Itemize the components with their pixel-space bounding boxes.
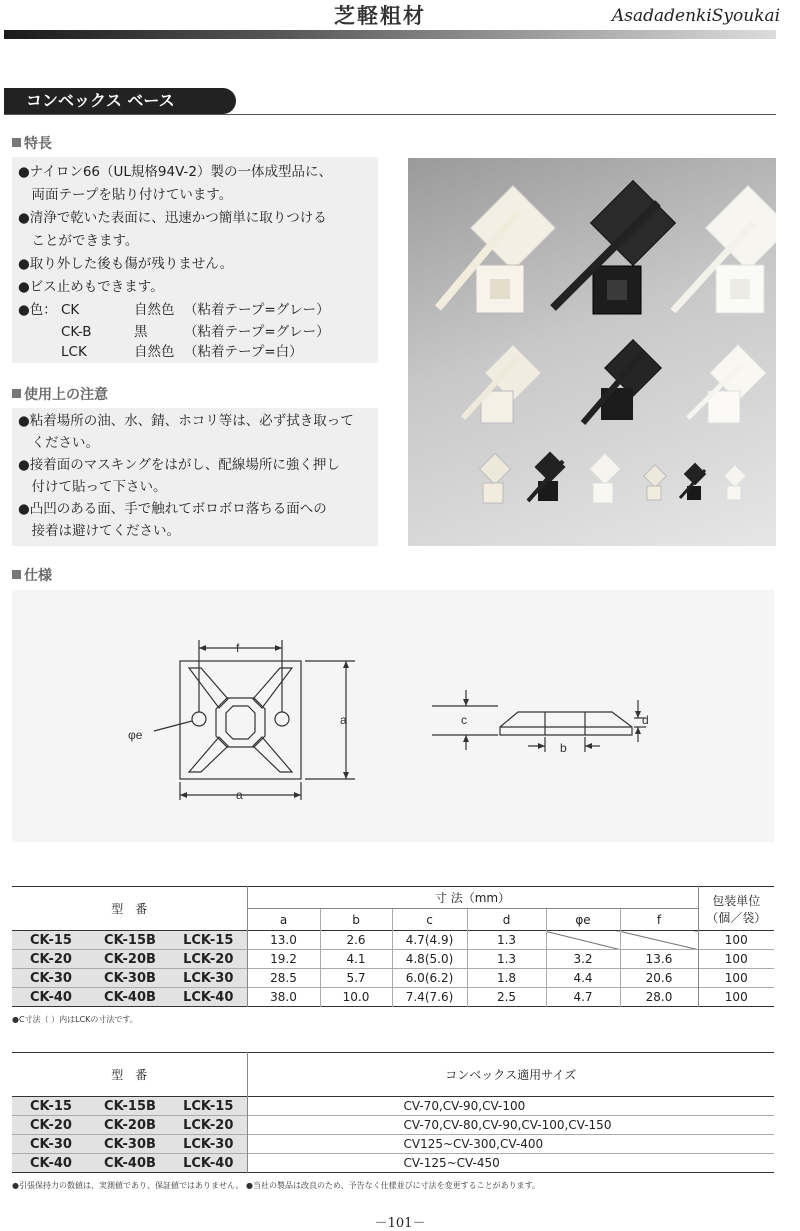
cell-f: 28.0 bbox=[620, 988, 698, 1007]
cell-c: 7.4(7.6) bbox=[392, 988, 467, 1007]
col-c: c bbox=[392, 909, 467, 931]
cell-sizes: CV-125~CV-450 bbox=[403, 1156, 500, 1170]
size-note: ●引張保持力の数値は、実測値であり、保証値ではありません。 ●当社の製品は改良のため、予告なく仕様並びに寸法を変更することがあります。 bbox=[12, 1181, 541, 1190]
color-name: 黒 bbox=[134, 324, 148, 340]
label-a-bottom: a bbox=[236, 788, 243, 802]
model-ck: CK-40 bbox=[12, 988, 90, 1007]
features-heading-text: 特長 bbox=[24, 136, 52, 152]
model-ckb: CK-20B bbox=[90, 950, 170, 969]
cell-c: 4.7(4.9) bbox=[392, 931, 467, 950]
color-note: （粘着テープ=白） bbox=[184, 344, 303, 360]
cell-sizes: CV125~CV-300,CV-400 bbox=[403, 1137, 544, 1151]
cell-unit: 100 bbox=[724, 971, 748, 985]
cell-sizes: CV-70,CV-80,CV-90,CV-100,CV-150 bbox=[403, 1118, 612, 1132]
table-row bbox=[12, 1116, 774, 1135]
dims-header: 寸 法（mm） bbox=[247, 887, 698, 909]
cell-c: 6.0(6.2) bbox=[392, 969, 467, 988]
cell-e-empty bbox=[546, 931, 620, 950]
feature-line: ●ビス止めもできます。 bbox=[18, 279, 164, 295]
cell-unit: 100 bbox=[724, 933, 748, 947]
cell-f-empty bbox=[620, 931, 698, 950]
model-lck: LCK-30 bbox=[170, 969, 247, 988]
model-ckb: CK-20B bbox=[90, 1116, 170, 1135]
unit-header-2: （個／袋） bbox=[706, 910, 767, 925]
model-ck: CK-30 bbox=[12, 969, 90, 988]
model-lck: LCK-30 bbox=[170, 1135, 247, 1154]
cell-a: 28.5 bbox=[247, 969, 320, 988]
color-prefix: ●色： bbox=[18, 302, 57, 318]
color-note: （粘着テープ=グレー） bbox=[184, 324, 330, 340]
model-ckb: CK-30B bbox=[90, 969, 170, 988]
table-row bbox=[12, 1135, 774, 1154]
dimension-table bbox=[12, 886, 774, 1007]
caution-line: ください。 bbox=[18, 435, 99, 451]
unit-header-1: 包装単位 bbox=[712, 893, 761, 908]
caution-line: 付けて貼って下さい。 bbox=[18, 479, 167, 495]
cell-unit: 100 bbox=[724, 952, 748, 966]
feature-line: 両面テープを貼り付けています。 bbox=[18, 187, 233, 203]
feature-line: ●ナイロン66（UL規格94V-2）製の一体成型品に、 bbox=[18, 164, 332, 180]
cell-d: 1.3 bbox=[467, 931, 546, 950]
model-ck: CK-20 bbox=[12, 950, 90, 969]
label-a-right: a bbox=[340, 713, 347, 727]
model-lck: LCK-40 bbox=[170, 1154, 247, 1173]
color-name: 自然色 bbox=[134, 344, 175, 360]
model-header: 型 番 bbox=[12, 887, 247, 931]
cell-e: 4.7 bbox=[546, 988, 620, 1007]
table-row bbox=[12, 1097, 774, 1116]
cell-a: 19.2 bbox=[247, 950, 320, 969]
color-code: LCK bbox=[61, 344, 87, 360]
caution-line: ●凸凹のある面、手で触れてボロボロ落ちる面への bbox=[18, 501, 327, 517]
model-lck: LCK-40 bbox=[170, 988, 247, 1007]
page-number: －101－ bbox=[374, 1216, 426, 1231]
cautions-heading-text: 使用上の注意 bbox=[24, 387, 108, 403]
color-code: CK-B bbox=[61, 324, 92, 340]
product-title: コンベックス ベース bbox=[4, 88, 236, 114]
feature-line: ことができます。 bbox=[18, 233, 139, 249]
label-f: f bbox=[236, 641, 240, 655]
model-ckb: CK-40B bbox=[90, 1154, 170, 1173]
dimension-note: ●C寸法（ ）内はLCKの寸法です。 bbox=[12, 1015, 138, 1024]
cell-b: 4.1 bbox=[320, 950, 392, 969]
color-name: 自然色 bbox=[134, 302, 175, 318]
model-ck: CK-15 bbox=[12, 931, 90, 950]
model-ck: CK-15 bbox=[12, 1097, 90, 1116]
cell-a: 38.0 bbox=[247, 988, 320, 1007]
label-b: b bbox=[560, 741, 567, 755]
size-header: コンベックス適用サイズ bbox=[445, 1068, 577, 1082]
table-row bbox=[12, 969, 774, 988]
model-header: 型 番 bbox=[12, 1053, 247, 1097]
size-table bbox=[12, 1052, 774, 1173]
color-code: CK bbox=[61, 302, 80, 318]
caution-line: 接着は避けてください。 bbox=[18, 523, 180, 539]
brand-name: 芝軽粗材 bbox=[334, 3, 426, 28]
model-ck: CK-40 bbox=[12, 1154, 90, 1173]
label-phi-e: φe bbox=[128, 728, 143, 742]
table-row bbox=[12, 950, 774, 969]
label-c: c bbox=[461, 713, 467, 727]
spec-heading-text: 仕様 bbox=[24, 568, 52, 584]
cell-a: 13.0 bbox=[247, 931, 320, 950]
feature-line: ●取り外した後も傷が残りません。 bbox=[18, 256, 234, 272]
col-a: a bbox=[247, 909, 320, 931]
cell-c: 4.8(5.0) bbox=[392, 950, 467, 969]
model-ckb: CK-30B bbox=[90, 1135, 170, 1154]
company-name: AsadadenkiSyoukai bbox=[612, 6, 781, 26]
table-row bbox=[12, 931, 774, 950]
model-ckb: CK-15B bbox=[90, 1097, 170, 1116]
table-row bbox=[12, 988, 774, 1007]
col-f: f bbox=[620, 909, 698, 931]
cell-d: 1.3 bbox=[467, 950, 546, 969]
table-row bbox=[12, 1154, 774, 1173]
cell-sizes: CV-70,CV-90,CV-100 bbox=[403, 1099, 526, 1113]
label-d: d bbox=[642, 713, 649, 727]
model-lck: LCK-20 bbox=[170, 950, 247, 969]
caution-line: ●粘着場所の油、水、錆、ホコリ等は、必ず拭き取って bbox=[18, 413, 354, 429]
col-phi-e: φe bbox=[546, 909, 620, 931]
model-lck: LCK-20 bbox=[170, 1116, 247, 1135]
col-b: b bbox=[320, 909, 392, 931]
col-d: d bbox=[467, 909, 546, 931]
model-ckb: CK-40B bbox=[90, 988, 170, 1007]
cell-e: 3.2 bbox=[546, 950, 620, 969]
cell-d: 2.5 bbox=[467, 988, 546, 1007]
feature-line: ●清浄で乾いた表面に、迅速かつ簡単に取りつける bbox=[18, 210, 327, 226]
cell-b: 5.7 bbox=[320, 969, 392, 988]
model-lck: LCK-15 bbox=[170, 931, 247, 950]
model-ck: CK-20 bbox=[12, 1116, 90, 1135]
cell-f: 20.6 bbox=[620, 969, 698, 988]
cell-unit: 100 bbox=[724, 990, 748, 1004]
cell-b: 2.6 bbox=[320, 931, 392, 950]
cell-e: 4.4 bbox=[546, 969, 620, 988]
model-ck: CK-30 bbox=[12, 1135, 90, 1154]
cell-d: 1.8 bbox=[467, 969, 546, 988]
cell-b: 10.0 bbox=[320, 988, 392, 1007]
caution-line: ●接着面のマスキングをはがし、配線場所に強く押し bbox=[18, 457, 340, 473]
model-lck: LCK-15 bbox=[170, 1097, 247, 1116]
model-ckb: CK-15B bbox=[90, 931, 170, 950]
color-note: （粘着テープ=グレー） bbox=[184, 302, 330, 318]
cell-f: 13.6 bbox=[620, 950, 698, 969]
